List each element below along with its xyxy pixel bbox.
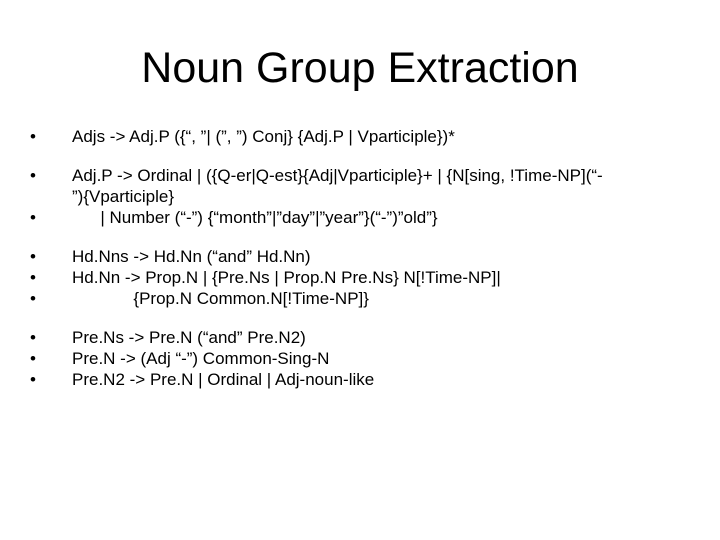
- bullet-group: [28, 327, 708, 390]
- bullet-text: Adjs -> Adj.P ({“, ”| (”, ”) Conj} {Adj.P | Vparticiple})*: [72, 127, 455, 146]
- bullet-group: [28, 165, 708, 228]
- bullet-group: [28, 126, 708, 147]
- bullet-icon: •: [30, 127, 36, 146]
- bullet-item: [28, 126, 708, 147]
- bullet-text: Adj.P -> Ordinal | ({Q-er|Q-est}{Adj|Vparticiple}+ | {N[sing, !Time-NP](“- ”){Vparticiple}: [72, 166, 603, 206]
- bullet-text: Pre.N -> (Adj “-”) Common-Sing-N: [72, 349, 330, 368]
- bullet-icon: •: [30, 268, 36, 287]
- bullet-icon: •: [30, 166, 36, 185]
- bullet-text: {Prop.N Common.N[!Time-NP]}: [72, 289, 369, 308]
- bullet-icon: •: [30, 349, 36, 368]
- bullet-item: [28, 207, 708, 228]
- bullet-icon: •: [30, 328, 36, 347]
- bullet-item: [28, 327, 708, 348]
- bullet-item: [28, 348, 708, 369]
- slide-title: Noun Group Extraction: [141, 44, 579, 92]
- bullet-icon: •: [30, 289, 36, 308]
- bullet-group: [28, 246, 708, 309]
- bullet-item: [28, 165, 708, 207]
- bullet-text: Hd.Nns -> Hd.Nn (“and” Hd.Nn): [72, 247, 311, 266]
- bullet-icon: •: [30, 370, 36, 389]
- bullet-text: | Number (“-”) {“month”|”day”|”year”}(“-”)”old”}: [72, 208, 438, 227]
- bullet-text: Pre.N2 -> Pre.N | Ordinal | Adj-noun-like: [72, 370, 375, 389]
- bullet-item: [28, 288, 708, 309]
- bullet-item: [28, 267, 708, 288]
- bullet-item: [28, 369, 708, 390]
- bullet-icon: •: [30, 247, 36, 266]
- bullet-list: [28, 126, 708, 408]
- bullet-text: Pre.Ns -> Pre.N (“and” Pre.N2): [72, 328, 306, 347]
- bullet-icon: •: [30, 208, 36, 227]
- bullet-text: Hd.Nn -> Prop.N | {Pre.Ns | Prop.N Pre.Ns} N[!Time-NP]|: [72, 268, 501, 287]
- bullet-item: [28, 246, 708, 267]
